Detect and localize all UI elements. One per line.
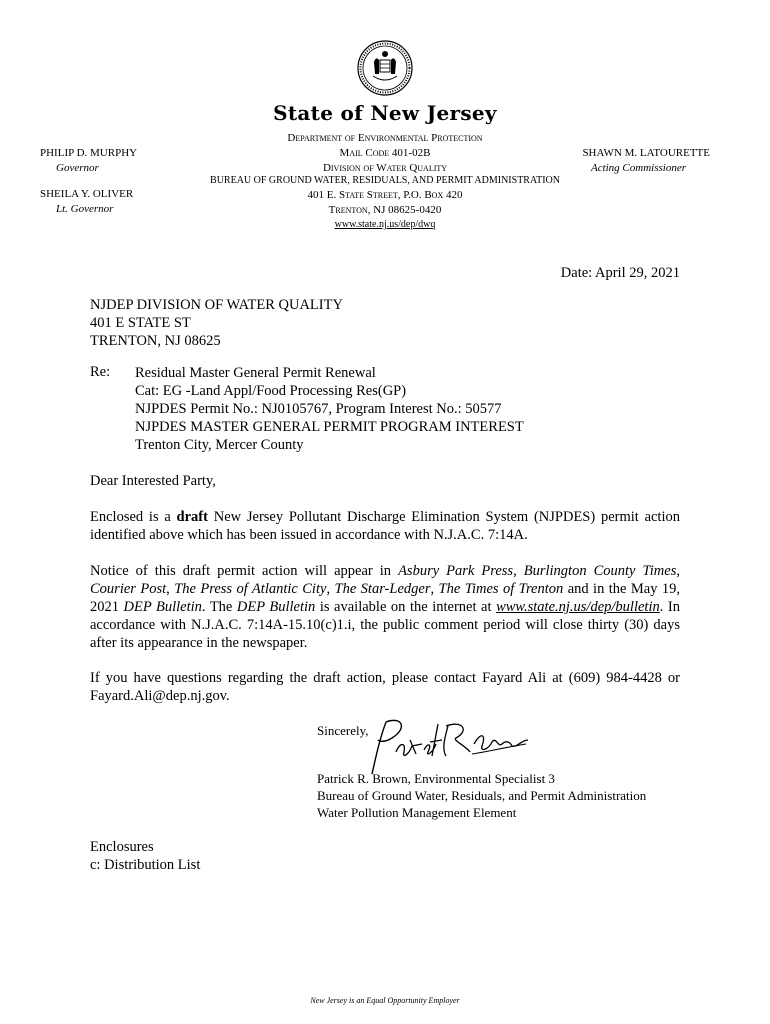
letter-date: Date: April 29, 2021: [560, 265, 680, 281]
recipient-line-2: 401 E STATE ST: [90, 315, 191, 331]
para2-text: ,: [513, 563, 524, 579]
signatory-bureau: Bureau of Ground Water, Residuals, and Permit Administration: [317, 788, 647, 803]
distribution-list: c: Distribution List: [90, 857, 201, 873]
recipient-address: [90, 296, 680, 350]
para2-text: ,: [326, 581, 335, 597]
street-address: 401 E. State Street, P.O. Box 420: [307, 189, 463, 201]
paragraph-notice: [90, 562, 680, 652]
state-title: State of New Jersey: [273, 101, 497, 125]
commissioner-title: Acting Commissioner: [590, 162, 686, 174]
newspaper-name: The Times of Trenton: [438, 581, 564, 597]
para1-text-after: New Jersey Pollutant Discharge Elimination System (NJPDES) permit action identified above which has been issued in accordance with N.J.A.C. 7:14A.: [90, 509, 680, 543]
bulletin-link[interactable]: www.state.nj.us/dep/bulletin: [496, 599, 660, 615]
mail-code: Mail Code 401-02B: [339, 147, 431, 159]
salutation: Dear Interested Party,: [90, 473, 216, 489]
re-line-2: Cat: EG -Land Appl/Food Processing Res(GP): [135, 383, 407, 399]
governor-title: Governor: [56, 162, 99, 174]
signatory-element: Water Pollution Management Element: [317, 805, 517, 820]
footer-eoe: New Jersey is an Equal Opportunity Employer: [310, 996, 460, 1005]
para2-text: . The: [201, 599, 237, 615]
website-link[interactable]: www.state.nj.us/dep/dwq: [334, 219, 436, 230]
state-seal-icon: [357, 40, 413, 96]
newspaper-name: Courier Post: [90, 581, 167, 597]
para1-bold-draft: draft: [176, 509, 208, 525]
signatory-name-title: Patrick R. Brown, Environmental Specialist 3: [317, 771, 555, 786]
para2-text: is available on the internet at: [315, 599, 497, 615]
enclosures-label: Enclosures: [90, 839, 154, 855]
department-name: Department of Environmental Protection: [287, 132, 483, 144]
para2-text: and in the May 19, 2021: [90, 581, 681, 615]
lt-governor-name: SHEILA Y. OLIVER: [40, 188, 134, 200]
para2-text: Notice of this draft permit action will appear in: [90, 563, 399, 579]
para2-text: . In accordance with N.J.A.C. 7:14A-15.10(c)1.i, the public comment period will close thirty (30) days after its appearance in the newspaper.: [90, 599, 680, 651]
para2-text: ,: [166, 581, 175, 597]
newspaper-name: The Press of Atlantic City: [174, 581, 327, 597]
city-zip: Trenton, NJ 08625-0420: [328, 204, 442, 216]
handwritten-signature: [362, 716, 532, 778]
recipient-line-3: TRENTON, NJ 08625: [90, 333, 221, 349]
paragraph-enclosed: [90, 508, 680, 544]
re-line-5: Trenton City, Mercer County: [135, 437, 304, 453]
closing: Sincerely,: [317, 723, 369, 738]
re-label: Re:: [90, 364, 111, 380]
signatory-block: [317, 770, 646, 821]
newspaper-name: Burlington County Times: [523, 563, 677, 579]
publication-name: DEP Bulletin: [123, 599, 202, 615]
re-line-1: Residual Master General Permit Renewal: [135, 365, 376, 381]
newspaper-name: Asbury Park Press: [398, 563, 514, 579]
recipient-line-1: NJDEP DIVISION OF WATER QUALITY: [90, 297, 343, 313]
para2-text: ,: [430, 581, 439, 597]
publication-name: DEP Bulletin: [236, 599, 316, 615]
paragraph-contact: If you have questions regarding the draft action, please contact Fayard Ali at (609) 984-4428 or Fayard.Ali@dep.nj.gov.: [90, 670, 680, 704]
re-subject: [135, 364, 524, 454]
governor-name: PHILIP D. MURPHY: [40, 147, 138, 159]
re-line-3: NJPDES Permit No.: NJ0105767, Program Interest No.: 50577: [135, 401, 502, 417]
re-line-4: NJPDES MASTER GENERAL PERMIT PROGRAM INTEREST: [135, 419, 524, 435]
newspaper-name: The Star-Ledger: [334, 581, 431, 597]
para2-text: ,: [676, 563, 680, 579]
para1-text-before: Enclosed is a: [90, 509, 177, 525]
commissioner-name: SHAWN M. LATOURETTE: [582, 147, 710, 159]
bureau-name: BUREAU OF GROUND WATER, RESIDUALS, AND PERMIT ADMINISTRATION: [210, 175, 560, 186]
lt-governor-title: Lt. Governor: [56, 203, 114, 215]
division-name: Division of Water Quality: [322, 162, 448, 174]
